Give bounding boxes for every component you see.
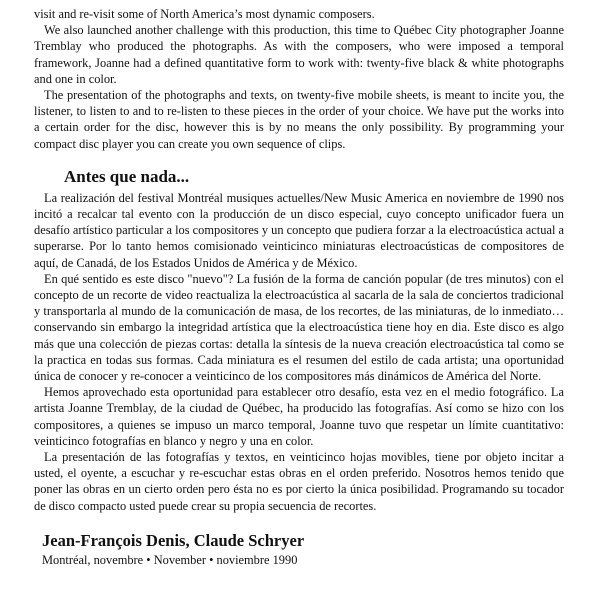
spanish-paragraph-1: La realización del festival Montréal musiques actuelles/New Music America en noviembre de 1990 nos incitó a recalcar tal evento con la producción de un disco especial, cuyo concepto unificador fuera un desafío artístico particular a los compositores y un concepto que pudiera forzar a la electroacústica actual a superarse. Por lo tanto hemos comisionado veinticinco miniaturas electroacústicas de compositores de aquí, de Canadá, de los Estados Unidos de América y de México.: [34, 190, 564, 270]
english-paragraph-3: The presentation of the photographs and texts, on twenty-five mobile sheets, is meant to incite you, the listener, to listen to and to re-listen to these pieces in the order of your choice. We have put the works into a certain order for the disc, however this is by no means the only possibility. By programming your compact disc player you can create you own sequence of clips.: [34, 88, 564, 151]
spanish-paragraph-2: En qué sentido es este disco "nuevo"? La fusión de la forma de canción popular (de tres minutos) con el concepto de un recorte de video reactualiza la electroacústica al sacarla de la sala de conciertos tradicional y transportarla al mundo de la comunicación de masa, de los recortes, de las miniaturas, de lo inmediato… conservando sin embargo la integridad artística que la electroacústica tiene hoy en dia. Este disco es algo más que una colección de piezas cortas: detalla la síntesis de la nueva creación electroacústica tal como se la practica en todas sus formas. Cada miniatura es el resumen del estilo de cada artista; una oportunidad única de conocer y re-conocer a veinticinco de los compositores más dinámicos de América del Norte.: [34, 271, 564, 384]
authors-signature: Jean-François Denis, Claude Schryer: [42, 530, 305, 550]
spanish-paragraph-4: La presentación de las fotografías y textos, en veinticinco hojas movibles, tiene por objeto incitar a usted, el oyente, a escuchar y re-escuchar estas obras en el orden preferido. Nosotros hemos tenido que poner las obras en un cierto orden pero ésta no es por cierto la única posibilidad. Programando su tocador de disco compacto usted puede crear su propia secuencia de recortes.: [34, 450, 564, 513]
english-paragraph-1: visit and re-visit some of North America’s most dynamic composers.: [34, 7, 375, 21]
spanish-paragraph-3: Hemos aprovechado esta oportunidad para establecer otro desafío, esta vez en el medio fotográfico. La artista Joanne Tremblay, de la ciudad de Québec, ha producido las fotografías. Así como se hizo con los compositores, a quienes se impuso un marco temporal, Joanne tuvo que respetar un límite cuantitativo: veinticinco fotografías en blanco y negro y una en color.: [34, 385, 564, 448]
dateline: Montréal, novembre • November • noviembre 1990: [42, 552, 298, 567]
spanish-heading: Antes que nada...: [64, 166, 190, 186]
english-paragraph-2: We also launched another challenge with this production, this time to Québec City photographer Joanne Tremblay who produced the photographs. As with the composers, who were imposed a temporal framework, Joanne had a defined quantitative form to work with: twenty-five black & white photographs and one in color.: [34, 23, 564, 86]
